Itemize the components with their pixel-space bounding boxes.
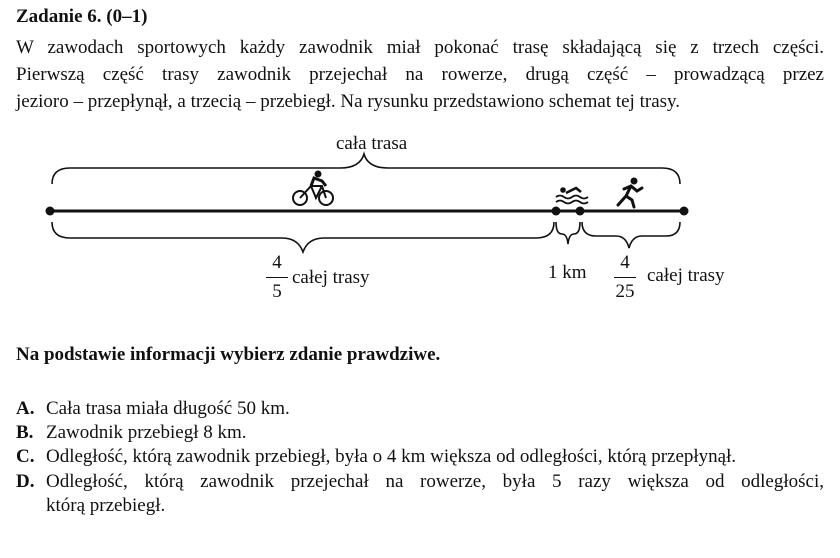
runner-icon bbox=[618, 178, 642, 208]
fraction-numerator: 4 bbox=[620, 252, 630, 273]
intro-line: jezioro – przepłynął, a trzecią – przebiegł. Na rysunku przedstawiono schemat tej trasy. bbox=[16, 91, 681, 112]
option-line bbox=[16, 470, 824, 494]
answer-option-b[interactable] bbox=[16, 422, 247, 444]
fraction-suffix: całej trasy bbox=[647, 265, 725, 286]
swim-distance-label: 1 km bbox=[548, 262, 587, 283]
brace-run bbox=[582, 222, 680, 248]
fraction-denominator: 5 bbox=[272, 281, 282, 302]
option-letter: C. bbox=[16, 446, 35, 467]
option-text: Zawodnik przebiegł 8 km. bbox=[46, 422, 247, 443]
fraction-run bbox=[610, 252, 640, 303]
answer-option-c[interactable] bbox=[16, 446, 736, 468]
answer-option-d[interactable] bbox=[16, 470, 824, 518]
option-text: Cała trasa miała długość 50 km. bbox=[46, 398, 290, 419]
swimmer-icon bbox=[556, 187, 588, 203]
fraction-denominator: 25 bbox=[615, 281, 635, 302]
top-brace bbox=[52, 154, 680, 184]
fraction-numerator: 4 bbox=[272, 252, 282, 273]
route-point bbox=[46, 207, 55, 216]
option-text: Odległość, którą zawodnik przejechał na rowerze, była 5 razy większa od odległości, bbox=[46, 471, 824, 492]
option-text: Odległość, którą zawodnik przebiegł, była o 4 km większa od odległości, którą przepłynął. bbox=[46, 446, 737, 467]
option-letter: A. bbox=[16, 398, 35, 419]
option-letter: B. bbox=[16, 422, 34, 443]
brace-bike bbox=[52, 222, 554, 252]
fraction-suffix: całej trasy bbox=[292, 267, 370, 288]
route-point bbox=[680, 207, 689, 216]
whole-route-label: cała trasa bbox=[336, 133, 408, 154]
intro-line: Pierwszą część trasy zawodnik przejechał na rowerze, drugą część – prowadzącą przez bbox=[16, 64, 824, 85]
intro-line: W zawodach sportowych każdy zawodnik miał pokonać trasę składającą się z trzech części. bbox=[16, 37, 824, 58]
route-point bbox=[576, 207, 585, 216]
fraction-bike bbox=[262, 252, 292, 303]
option-text: którą przebiegł. bbox=[46, 495, 166, 516]
option-letter: D. bbox=[16, 471, 35, 492]
answer-option-a[interactable] bbox=[16, 398, 290, 420]
question-prompt: Na podstawie informacji wybierz zdanie prawdziwe. bbox=[16, 344, 441, 365]
route-point bbox=[552, 207, 561, 216]
brace-swim bbox=[556, 222, 580, 244]
cyclist-icon bbox=[293, 171, 333, 206]
task-title: Zadanie 6. (0–1) bbox=[16, 6, 148, 27]
